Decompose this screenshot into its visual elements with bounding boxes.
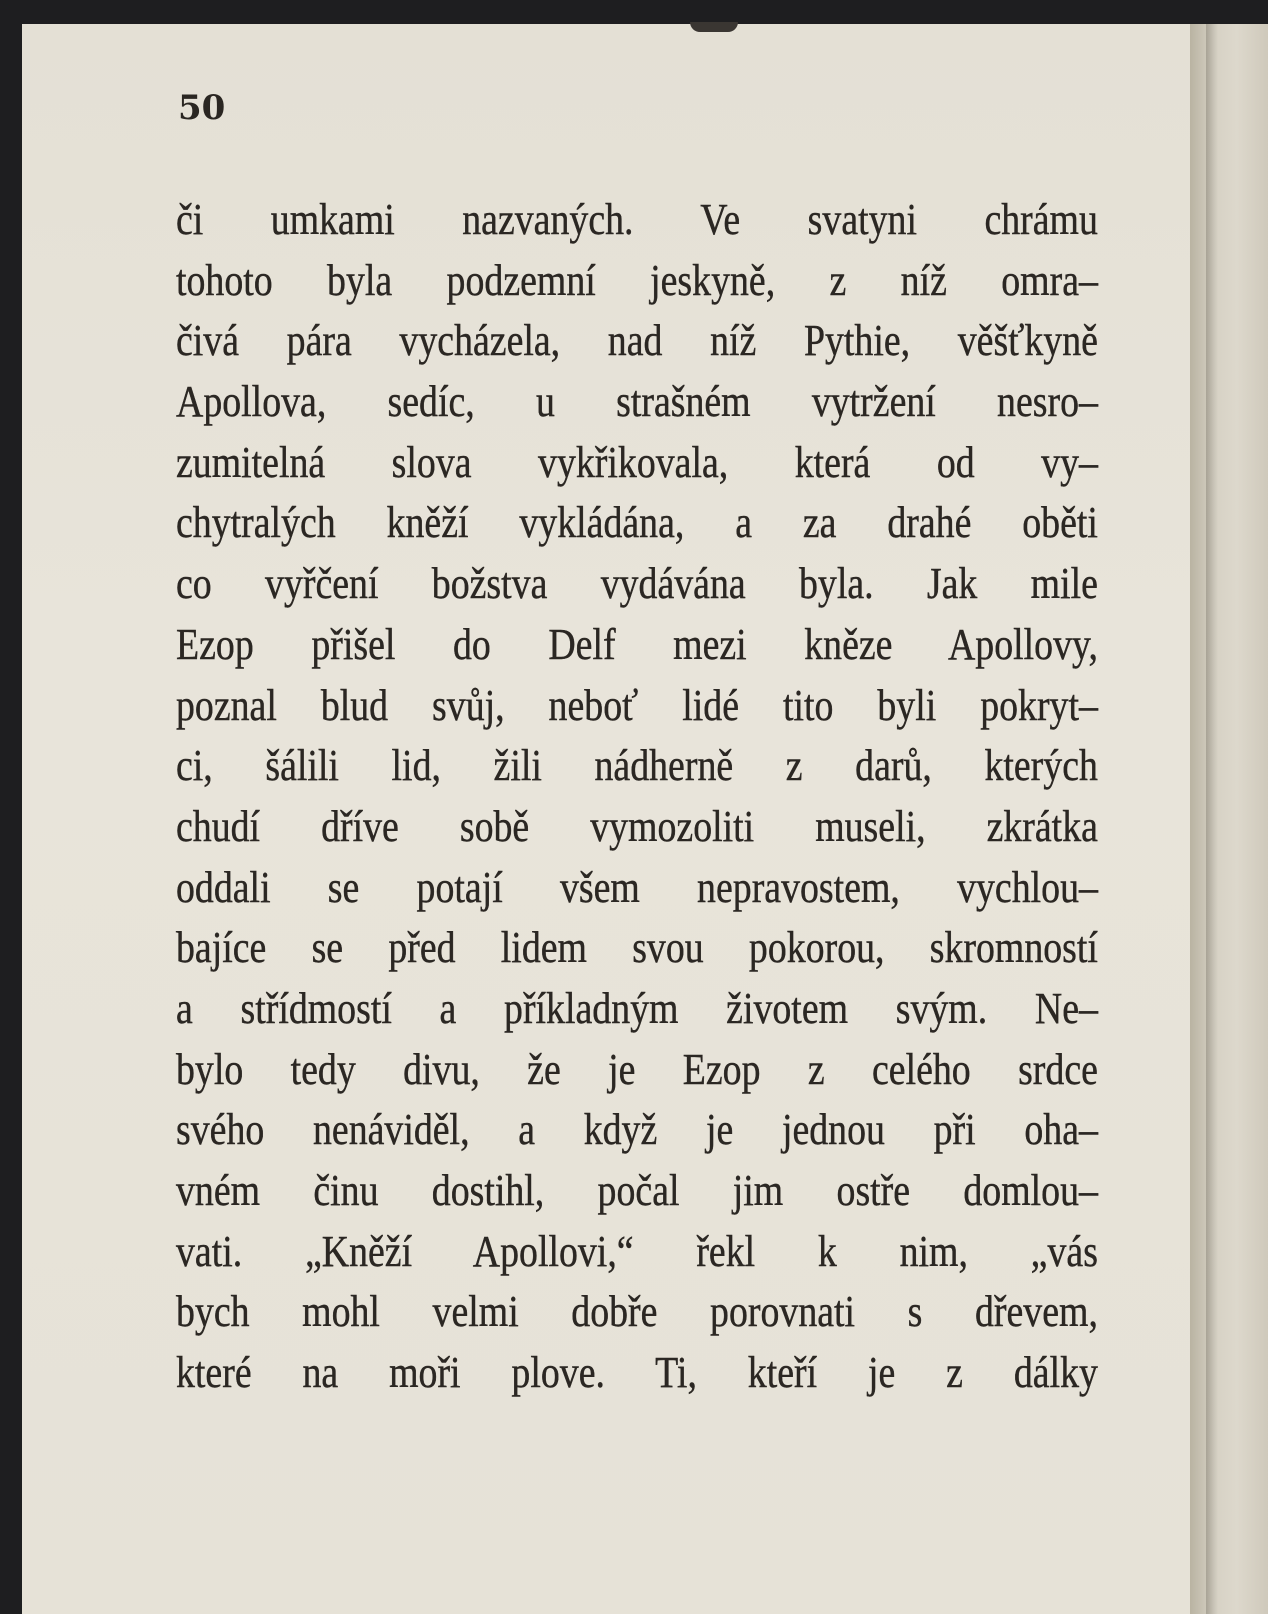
text-line: čivá pára vycházela, nad níž Pythie, věšťkyně [176,316,1098,366]
text-line: zumitelná slova vykřikovala, která od vy– [176,437,1098,487]
text-line: bylo tedy divu, že je Ezop z celého srdce [176,1044,1098,1094]
gutter-shadow [1206,24,1218,1614]
text-line: bajíce se před lidem svou pokorou, skromností [176,923,1098,973]
text-line: bych mohl velmi dobře porovnati s dřevem, [176,1287,1098,1337]
binding-mark [690,22,738,32]
text-line: poznal blud svůj, neboť lidé tito byli pokryt– [176,680,1098,730]
text-line: a střídmostí a příkladným životem svým. Ne– [176,983,1098,1033]
text-line: které na moři plove. Ti, kteří je z dálky [176,1348,1098,1398]
text-line: co vyřčení božstva vydávána byla. Jak mile [176,559,1098,609]
text-line: Ezop přišel do Delf mezi kněze Apollovy, [176,619,1098,669]
text-line: či umkami nazvaných. Ve svatyni chrámu [176,195,1098,244]
text-line: vném činu dostihl, počal jim ostře domlou– [176,1166,1098,1215]
book-gutter [1190,24,1268,1614]
body-text [176,190,1098,1404]
text-line: chudí dříve sobě vymozoliti museli, zkrátka [176,801,1098,851]
text-line: ci, šálili lid, žili nádherně z darů, kterých [176,741,1098,791]
text-line: vati. „Kněží Apollovi,“ řekl k nim, „vás [176,1226,1098,1276]
text-line: Apollova, sedíc, u strašném vytržení nesro– [176,377,1098,427]
text-line: oddali se potají všem nepravostem, vychlou– [176,862,1098,912]
text-line: svého nenáviděl, a když je jednou při oha– [176,1105,1098,1155]
text-line: chytralých kněží vykládána, a za drahé oběti [176,498,1098,548]
page-number: 50 [178,88,226,128]
text-line: tohoto byla podzemní jeskyně, z níž omra– [176,255,1098,305]
